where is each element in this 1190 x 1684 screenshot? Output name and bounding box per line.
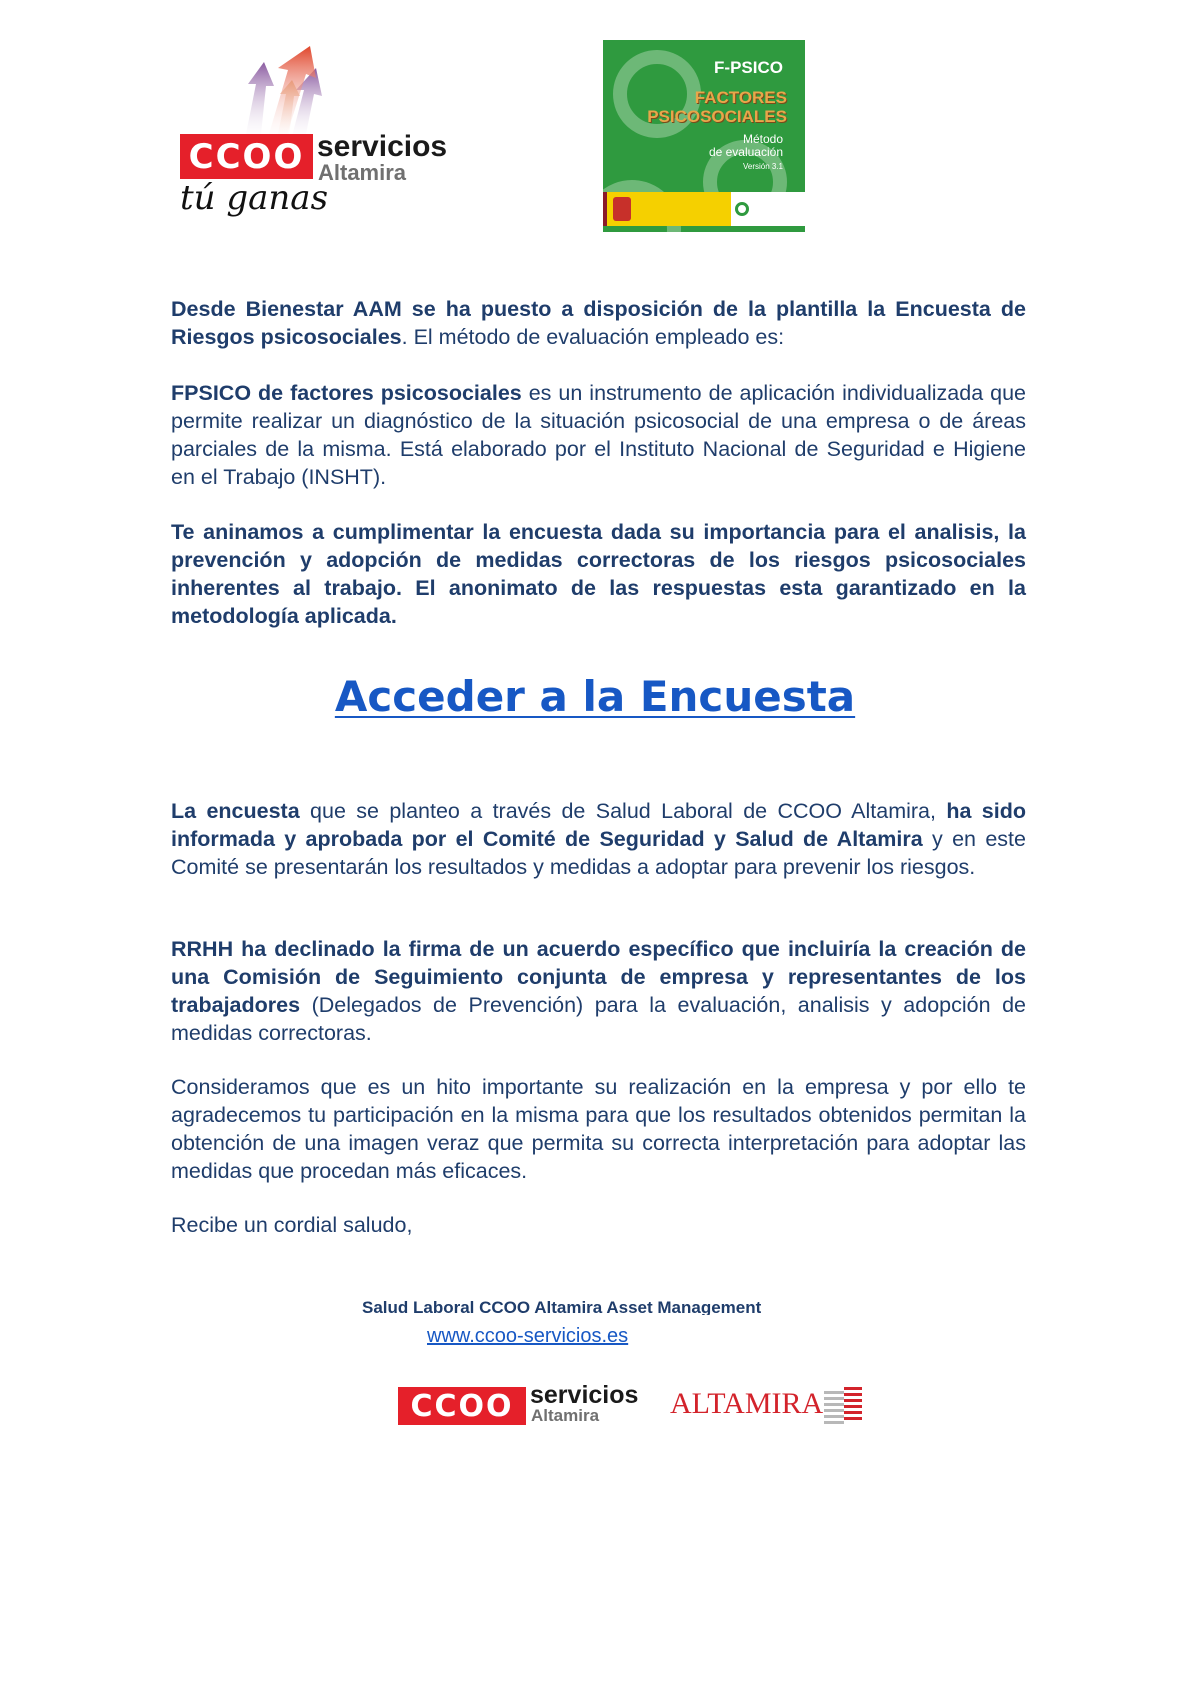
footer-servicios-word: servicios [530,1381,639,1409]
logo-servicios-word: servicios [317,130,448,163]
footer-altamira-word: Altamira [531,1406,600,1425]
thanks-text: Consideramos que es un hito importante su realización en la empresa y por ello te agradecemos tu participación en la misma para que los resultados obtenidos permitan la obtención de una imagen veraz que permita su correcta interpretación para adoptar las medidas que procedan más eficaces. [171,1075,1026,1183]
gobierno-espana-logo [603,192,731,226]
logo-altamira-word: Altamira [318,160,407,185]
paragraph-encourage [171,518,1026,630]
logo-tagline: tú ganas [180,178,329,218]
fpsico-method [709,133,783,159]
paragraph-thanks [171,1073,1026,1185]
fpsico-title: F-PSICO [714,58,783,77]
fpsico-cover-image [603,40,805,232]
footer-ccoo-box: CCOO [398,1387,526,1425]
encourage-text: Te aninamos a cumplimentar la encuesta dada su importancia para el analisis, la prevención y adopción de medidas correctoras de los riesgos psicosociales inherentes al trabajo. El anonimato de las respuestas esta garantizado en la metodología aplicada. [171,520,1026,628]
signature: Salud Laboral CCOO Altamira Asset Management [362,1298,762,1315]
insht-icon [735,202,749,216]
rising-arrows-icon [230,44,350,144]
cta-container [0,672,1190,721]
paragraph-greeting [171,1211,1026,1239]
fpsico-bold: FPSICO de factores psicosociales [171,381,522,405]
government-logos-band [603,192,805,226]
paragraph-committee [171,797,1026,881]
fpsico-method-line2: de evaluación [708,145,783,159]
paragraph-rrhh [171,935,1026,1047]
altamira-building-icon [824,1385,862,1425]
intro-rest: . El método de evaluación empleado es: [401,325,785,349]
fpsico-subtitle-line1: FACTORES [694,88,787,107]
rrhh-bold: RRHH ha declinado la firma de un acuerdo específico que incluiría la creación de una Comisión de Seguimiento conjunta de empresa y representantes de los trabajadores [171,937,1026,1017]
committee-rest-2: y en este Comité se presentarán los resultados y medidas a adoptar para prevenir los riesgos. [171,827,1026,879]
paragraph-fpsico [171,379,1026,491]
ccoo-box: CCOO [180,134,313,179]
committee-bold-1: La encuesta [171,799,300,823]
fpsico-subtitle-line2: PSICOSOCIALES [647,107,787,126]
access-survey-link[interactable]: Acceder a la Encuesta [334,672,856,721]
footer-logos [398,1381,868,1433]
committee-bold-2: ha sido informada y aprobada por el Comité de Seguridad y Salud de Altamira [171,799,1026,851]
ccoo-servicios-altamira-logo [180,44,450,234]
intro-bold: Desde Bienestar AAM se ha puesto a disposición de la plantilla la Encuesta de Riesgos psicosociales [171,297,1026,349]
rrhh-rest: (Delegados de Prevención) para la evaluación, analisis y adopción de medidas correctoras. [171,993,1026,1045]
greeting-text: Recibe un cordial saludo, [171,1213,413,1237]
fpsico-subtitle [647,88,787,126]
altamira-logo-text: ALTAMIRA [670,1387,824,1420]
committee-rest-1: que se planteo a través de Salud Laboral de CCOO Altamira, [299,799,947,823]
fpsico-method-line1: Método [742,132,783,146]
insht-logo [731,192,805,226]
fpsico-version: Versión 3.1 [742,162,783,171]
fpsico-rest: es un instrumento de aplicación individualizada que permite realizar un diagnóstico de la situación psicosocial de una empresa o de áreas parciales de la misma. Está elaborado por el Instituto Nacional de Seguridad e Higiene en el Trabajo (INSHT). [171,381,1027,489]
paragraph-intro [171,295,1026,351]
coat-of-arms-icon [613,197,631,221]
website-link[interactable]: www.ccoo-servicios.es [427,1325,629,1347]
flag-strip [603,192,607,226]
